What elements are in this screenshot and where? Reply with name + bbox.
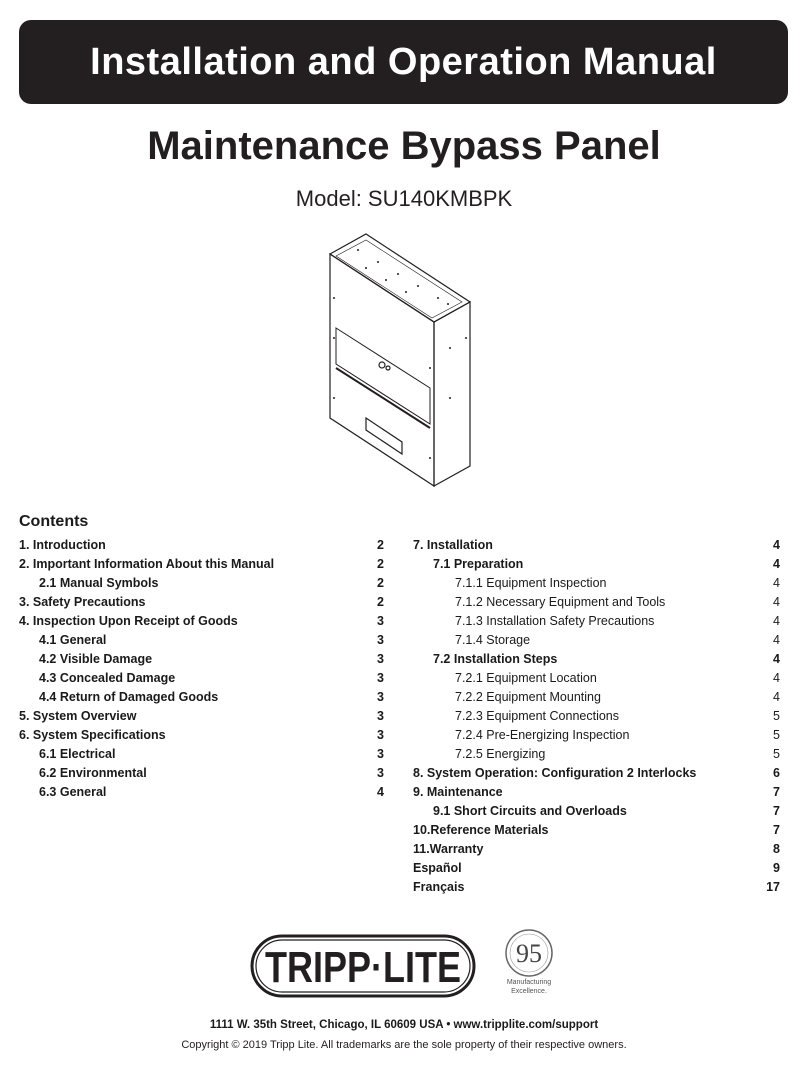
toc-entry-label: 7.2.3 Equipment Connections bbox=[455, 709, 619, 723]
toc-entry-label: 7.1.1 Equipment Inspection bbox=[455, 576, 607, 590]
toc-entry-page: 9 bbox=[773, 861, 780, 875]
toc-entry-label: 6.3 General bbox=[39, 785, 107, 799]
toc-entry-page: 6 bbox=[773, 766, 780, 780]
toc-entry-label: 7.2.5 Energizing bbox=[455, 747, 546, 761]
company-address: 1111 W. 35th Street, Chicago, IL 60609 USA • www.tripplite.com/support bbox=[209, 1019, 599, 1031]
tripp-lite-logo bbox=[250, 934, 476, 998]
toc-entry[interactable] bbox=[19, 669, 384, 688]
toc-entry[interactable] bbox=[19, 726, 384, 745]
toc-entry-page: 4 bbox=[377, 785, 384, 799]
toc-entry[interactable] bbox=[413, 688, 780, 707]
toc-entry-page: 8 bbox=[773, 842, 780, 856]
toc-entry-label: 4.2 Visible Damage bbox=[39, 652, 153, 666]
toc-entry-page: 2 bbox=[377, 576, 384, 590]
toc-entry[interactable] bbox=[19, 764, 384, 783]
toc-entry-page: 7 bbox=[773, 823, 780, 837]
toc-entry[interactable] bbox=[19, 707, 384, 726]
toc-entry-page: 3 bbox=[377, 614, 384, 628]
toc-entry-label: 7.1 Preparation bbox=[433, 557, 524, 571]
toc-entry-page: 4 bbox=[773, 614, 780, 628]
toc-entry[interactable] bbox=[19, 574, 384, 593]
toc-entry-label: 3. Safety Precautions bbox=[19, 595, 146, 609]
toc-entry-label: 8. System Operation: Configuration 2 Interlocks bbox=[413, 766, 697, 780]
toc-entry-page: 4 bbox=[773, 595, 780, 609]
toc-entry-page: 3 bbox=[377, 633, 384, 647]
anniversary-badge bbox=[497, 929, 561, 1005]
toc-entry[interactable] bbox=[413, 574, 780, 593]
title-banner bbox=[19, 20, 788, 104]
toc-entry-label: 7.2.4 Pre-Energizing Inspection bbox=[455, 728, 630, 742]
toc-entry-page: 3 bbox=[377, 709, 384, 723]
toc-entry-page: 7 bbox=[773, 785, 780, 799]
toc-entry[interactable] bbox=[413, 802, 780, 821]
toc-entry[interactable] bbox=[413, 821, 780, 840]
toc-entry-label: 6.1 Electrical bbox=[39, 747, 116, 761]
badge-emblem bbox=[497, 929, 561, 979]
toc-entry-label: 4.3 Concealed Damage bbox=[39, 671, 176, 685]
toc-entry[interactable] bbox=[413, 840, 780, 859]
toc-entry-page: 4 bbox=[773, 671, 780, 685]
toc-entry[interactable] bbox=[413, 536, 780, 555]
toc-entry-page: 17 bbox=[766, 880, 780, 894]
toc-entry[interactable] bbox=[19, 631, 384, 650]
toc-entry-label: 11.Warranty bbox=[413, 842, 484, 856]
toc-entry-page: 4 bbox=[773, 538, 780, 552]
logo-text: TRIPP·LITE bbox=[265, 943, 461, 992]
toc-entry-page: 3 bbox=[377, 671, 384, 685]
toc-entry-label: 6.2 Environmental bbox=[39, 766, 147, 780]
toc-entry[interactable] bbox=[413, 878, 780, 897]
toc-entry-page: 4 bbox=[773, 557, 780, 571]
toc-entry-page: 3 bbox=[377, 690, 384, 704]
toc-entry-page: 5 bbox=[773, 728, 780, 742]
toc-entry[interactable] bbox=[413, 859, 780, 878]
toc-entry-label: Español bbox=[413, 861, 462, 875]
toc-entry[interactable] bbox=[413, 707, 780, 726]
toc-entry-label: 7.2.1 Equipment Location bbox=[455, 671, 597, 685]
toc-entry-page: 3 bbox=[377, 728, 384, 742]
toc-entry[interactable] bbox=[413, 612, 780, 631]
toc-entry[interactable] bbox=[19, 745, 384, 764]
toc-entry[interactable] bbox=[19, 555, 384, 574]
toc-entry-label: 7.1.3 Installation Safety Precautions bbox=[455, 614, 655, 628]
toc-entry[interactable] bbox=[413, 764, 780, 783]
toc-entry-page: 4 bbox=[773, 576, 780, 590]
copyright-notice: Copyright © 2019 Tripp Lite. All trademarks are the sole property of their respective owners. bbox=[181, 1039, 627, 1051]
toc-entry-label: 9.1 Short Circuits and Overloads bbox=[433, 804, 627, 818]
toc-entry[interactable] bbox=[413, 650, 780, 669]
contents-heading: Contents bbox=[19, 513, 89, 530]
toc-entry-label: 7.2.2 Equipment Mounting bbox=[455, 690, 601, 704]
toc-entry[interactable] bbox=[413, 726, 780, 745]
toc-entry-page: 5 bbox=[773, 747, 780, 761]
toc-entry-label: 7.1.4 Storage bbox=[455, 633, 531, 647]
badge-caption-line2: Excellence. bbox=[511, 988, 547, 995]
badge-caption-line1: Manufacturing bbox=[506, 979, 552, 986]
toc-entry[interactable] bbox=[413, 669, 780, 688]
toc-entry[interactable] bbox=[19, 783, 384, 802]
toc-entry-page: 4 bbox=[773, 652, 780, 666]
toc-entry-label: 2. Important Information About this Manual bbox=[19, 557, 275, 571]
toc-entry[interactable] bbox=[413, 745, 780, 764]
toc-entry[interactable] bbox=[19, 688, 384, 707]
toc-entry-page: 3 bbox=[377, 652, 384, 666]
toc-entry-label: 4. Inspection Upon Receipt of Goods bbox=[19, 614, 238, 628]
toc-entry-label: 5. System Overview bbox=[19, 709, 137, 723]
bypass-panel-illustration bbox=[326, 228, 486, 488]
toc-entry[interactable] bbox=[19, 593, 384, 612]
badge-number: 95 bbox=[516, 939, 542, 968]
toc-entry-label: 7. Installation bbox=[413, 538, 493, 552]
toc-entry[interactable] bbox=[413, 783, 780, 802]
banner-title: Installation and Operation Manual bbox=[90, 40, 717, 83]
toc-entry-label: 7.2 Installation Steps bbox=[433, 652, 558, 666]
toc-entry-label: 2.1 Manual Symbols bbox=[39, 576, 159, 590]
toc-entry-label: 4.1 General bbox=[39, 633, 107, 647]
toc-entry[interactable] bbox=[413, 593, 780, 612]
contents-column-left bbox=[19, 536, 384, 802]
toc-entry-page: 5 bbox=[773, 709, 780, 723]
toc-entry[interactable] bbox=[19, 536, 384, 555]
document-title: Maintenance Bypass Panel bbox=[147, 124, 661, 168]
toc-entry-page: 4 bbox=[773, 633, 780, 647]
toc-entry-label: 10.Reference Materials bbox=[413, 823, 549, 837]
toc-entry-page: 2 bbox=[377, 538, 384, 552]
toc-entry-page: 2 bbox=[377, 595, 384, 609]
toc-entry-label: 4.4 Return of Damaged Goods bbox=[39, 690, 219, 704]
toc-entry-page: 7 bbox=[773, 804, 780, 818]
toc-entry[interactable] bbox=[413, 631, 780, 650]
toc-entry-label: 1. Introduction bbox=[19, 538, 106, 552]
toc-entry[interactable] bbox=[413, 555, 780, 574]
model-number: Model: SU140KMBPK bbox=[295, 186, 513, 211]
toc-entry-page: 4 bbox=[773, 690, 780, 704]
toc-entry-label: 9. Maintenance bbox=[413, 785, 503, 799]
toc-entry-label: 6. System Specifications bbox=[19, 728, 166, 742]
toc-entry-label: Français bbox=[413, 880, 465, 894]
toc-entry-page: 2 bbox=[377, 557, 384, 571]
toc-entry[interactable] bbox=[19, 612, 384, 631]
toc-entry-label: 7.1.2 Necessary Equipment and Tools bbox=[455, 595, 666, 609]
contents-column-right bbox=[413, 536, 780, 897]
toc-entry-page: 3 bbox=[377, 747, 384, 761]
toc-entry[interactable] bbox=[19, 650, 384, 669]
toc-entry-page: 3 bbox=[377, 766, 384, 780]
